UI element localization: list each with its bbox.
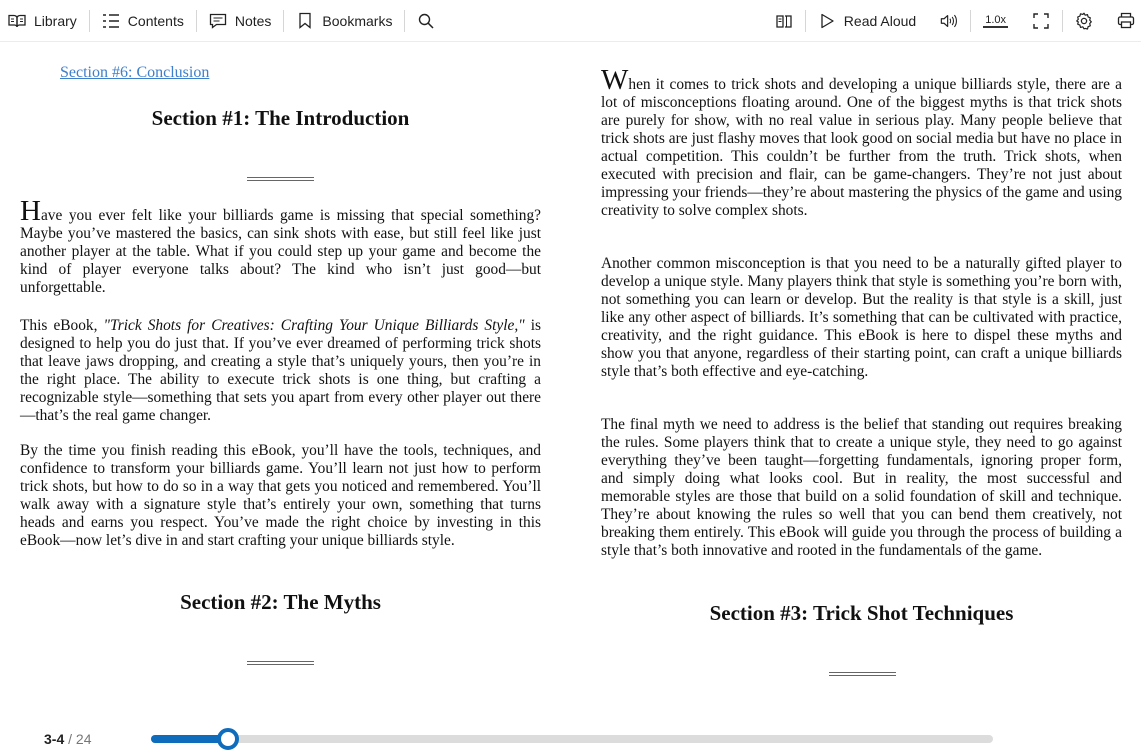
notes-button[interactable] xyxy=(197,6,284,36)
paragraph-intro-1 xyxy=(20,195,541,297)
library-label: Library xyxy=(34,12,77,29)
search-button[interactable] xyxy=(405,6,447,36)
paragraph-text: The final myth we need to address is the belief that standing out requires breaking the rules. Some players think that to create a unique style, they need to go against everything they’ve been taught—forgetting fundamentals, ignoring proper form, and simply doing what looks cool. But in reality, the most successful and memorable styles are those that build on a solid foundation of skill and technique. They’re about knowing the rules so well that you can bend them creatively, not breaking them entirely. This eBook will guide you through the process of building a style that’s both innovative and rooted in the fundamentals of the game. xyxy=(601,416,1122,559)
toolbar-left xyxy=(0,0,447,41)
drop-cap: H xyxy=(20,195,41,227)
contents-icon xyxy=(102,12,120,30)
printer-icon xyxy=(1117,12,1135,30)
bookmarks-button[interactable] xyxy=(284,6,404,36)
toolbar-right xyxy=(763,0,1141,41)
section-divider xyxy=(247,177,314,181)
print-button[interactable] xyxy=(1105,6,1141,36)
zoom-button[interactable] xyxy=(971,6,1020,36)
reader-toolbar xyxy=(0,0,1141,42)
reader-footer xyxy=(0,720,1141,755)
section-title-myths: Section #2: The Myths xyxy=(180,590,381,614)
library-button[interactable] xyxy=(0,6,89,36)
fullscreen-button[interactable] xyxy=(1020,6,1062,36)
paragraph-text: Another common misconception is that you need to be a naturally gifted player to develop a unique style. Many players think that style is something you’re born with, not something you can learn or develop. But the reality is that style is a skill, just like any other aspect of billiards. It’s something that can be cultivated with practice, creativity, and the right guidance. This eBook is here to dispel these myths and show you that anyone, regardless of their starting point, can craft a unique billiards style that’s both effective and eye-catching. xyxy=(601,255,1122,380)
book-view-icon xyxy=(775,12,793,30)
settings-button[interactable] xyxy=(1063,6,1105,36)
drop-cap: W xyxy=(601,64,629,96)
search-icon xyxy=(417,12,435,30)
book-title: "Trick Shots for Creatives: Crafting Your Unique Billiards Style," xyxy=(103,317,525,334)
read-aloud-label: Read Aloud xyxy=(843,12,917,29)
gear-icon xyxy=(1075,12,1093,30)
notes-icon xyxy=(209,12,227,30)
paragraph-intro-3 xyxy=(20,442,541,550)
contents-label: Contents xyxy=(127,12,184,29)
page-separator: / xyxy=(64,731,76,747)
section-title-introduction: Section #1: The Introduction xyxy=(151,106,410,130)
progress-slider[interactable] xyxy=(151,735,993,743)
book-view-button[interactable] xyxy=(763,6,805,36)
paragraph-text: This eBook, xyxy=(20,317,104,334)
bookmarks-label: Bookmarks xyxy=(322,12,393,29)
toc-link-conclusion[interactable]: Section #6: Conclusion xyxy=(60,64,210,81)
read-aloud-button[interactable] xyxy=(806,6,928,36)
paragraph-text: is designed to help you do just that. If you’ve ever dreamed of performing trick shots that leave jaws dropping, and creating a style that’s uniquely yours, then you’re in the right place. The ability to execute trick shots is one thing, but crafting a recognizable style—something that sets you apart from every other player out there—that’s the real game changer. xyxy=(20,317,541,424)
paragraph-myths-3 xyxy=(601,416,1122,560)
zoom-level: 1.0x xyxy=(985,13,1006,26)
notes-label: Notes xyxy=(234,12,272,29)
progress-thumb[interactable] xyxy=(217,728,239,750)
paragraph-myths-2 xyxy=(601,255,1122,381)
section-divider xyxy=(829,672,896,676)
bookmark-icon xyxy=(296,12,314,30)
contents-button[interactable] xyxy=(90,6,196,36)
page-indicator xyxy=(44,731,91,747)
total-pages: 24 xyxy=(75,731,92,747)
speaker-icon xyxy=(940,12,958,30)
paragraph-text: By the time you finish reading this eBook, you’ll have the tools, techniques, and confidence to transform your billiards game. You’ll learn not just how to perform trick shots, but how to do so in a way that gets you noticed and remembered. You’ll walk away with a signature style that’s entirely your own, something that turns heads and earns you respect. You’ve made the right choice by investing in this eBook—now let’s dive in and start crafting your unique billiards style. xyxy=(20,442,541,549)
paragraph-myths-1 xyxy=(601,64,1122,220)
section-title-trick-shot-techniques: Section #3: Trick Shot Techniques xyxy=(709,601,1014,625)
paragraph-text: hen it comes to trick shots and developing a unique billiards style, there are a lot of misconceptions floating around. One of the biggest myths is that trick shots are purely for show, with no real value in serious play. Many people believe that trick shots are just flashy moves that look good on social media but have no place in actual competition. This couldn’t be further from the truth. Trick shots, when executed with precision and flair, can be game-changers. They’re not just about impressing your friends—they’re about mastering the physics of the game and using creativity to solve complex shots. xyxy=(601,76,1122,219)
play-icon xyxy=(818,12,836,30)
fullscreen-icon xyxy=(1032,12,1050,30)
section-divider xyxy=(247,661,314,665)
voice-settings-button[interactable] xyxy=(928,6,970,36)
library-icon xyxy=(8,12,26,30)
paragraph-intro-2 xyxy=(20,317,541,425)
paragraph-text: ave you ever felt like your billiards game is missing that special something? Maybe you’ve mastered the basics, can sink shots with ease, but still feel like just another player at the table. What if you could step up your game and become the kind of player everyone talks about? The kind who isn’t just good—but unforgettable. xyxy=(20,207,541,296)
current-pages: 3-4 xyxy=(44,731,65,747)
